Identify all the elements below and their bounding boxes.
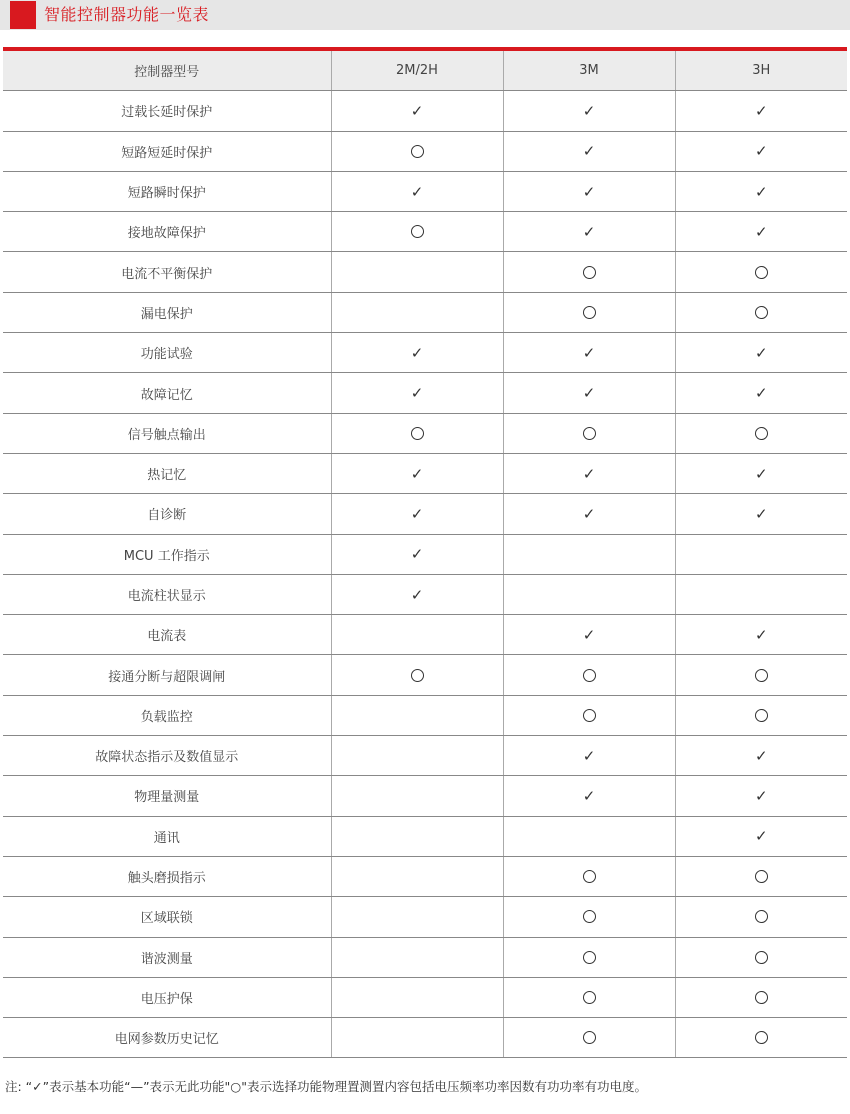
feature-cell: MCU 工作指示 — [3, 534, 331, 574]
circle-icon — [583, 951, 596, 964]
check-icon: ✓ — [582, 101, 596, 120]
support-cell — [503, 695, 675, 735]
support-cell — [503, 453, 675, 493]
support-cell — [331, 897, 503, 937]
feature-table — [3, 51, 847, 1058]
header-marker — [10, 1, 36, 29]
check-icon: ✓ — [582, 746, 596, 765]
check-icon: ✓ — [582, 343, 596, 362]
table-row — [3, 292, 847, 332]
circle-icon — [755, 1031, 768, 1044]
feature-cell: 故障记忆 — [3, 373, 331, 413]
feature-cell: 电网参数历史记忆 — [3, 1018, 331, 1058]
check-icon: ✓ — [582, 625, 596, 644]
support-cell — [331, 413, 503, 453]
feature-cell: 谐波测量 — [3, 937, 331, 977]
check-icon: ✓ — [754, 182, 768, 201]
table-row — [3, 776, 847, 816]
check-icon: ✓ — [582, 504, 596, 523]
support-cell — [331, 937, 503, 977]
table-row — [3, 252, 847, 292]
page-title: 智能控制器功能一览表 — [44, 5, 210, 24]
circle-icon — [411, 669, 424, 682]
table-row — [3, 655, 847, 695]
feature-cell: 电流表 — [3, 615, 331, 655]
feature-cell: 电压护保 — [3, 977, 331, 1017]
support-cell — [503, 1018, 675, 1058]
check-icon: ✓ — [582, 222, 596, 241]
table-row — [3, 695, 847, 735]
table-row — [3, 494, 847, 534]
circle-icon — [755, 910, 768, 923]
table-row — [3, 373, 847, 413]
check-icon: ✓ — [754, 504, 768, 523]
check-icon: ✓ — [410, 504, 424, 523]
table-row — [3, 212, 847, 252]
support-cell — [675, 1018, 847, 1058]
support-cell — [331, 776, 503, 816]
circle-icon — [583, 427, 596, 440]
column-header: 控制器型号 — [3, 51, 331, 91]
feature-cell: 物理量测量 — [3, 776, 331, 816]
support-cell — [675, 91, 847, 131]
column-header: 3H — [675, 51, 847, 91]
column-header: 3M — [503, 51, 675, 91]
support-cell — [675, 131, 847, 171]
table-row — [3, 736, 847, 776]
support-cell — [503, 937, 675, 977]
circle-icon — [583, 991, 596, 1004]
support-cell — [675, 212, 847, 252]
support-cell — [675, 937, 847, 977]
check-icon: ✓ — [582, 182, 596, 201]
feature-cell: 区域联锁 — [3, 897, 331, 937]
support-cell — [331, 292, 503, 332]
support-cell — [331, 212, 503, 252]
support-cell — [331, 373, 503, 413]
check-icon: ✓ — [410, 545, 424, 564]
feature-cell: 功能试验 — [3, 333, 331, 373]
support-cell — [503, 252, 675, 292]
support-cell — [503, 736, 675, 776]
support-cell — [331, 91, 503, 131]
table-row — [3, 333, 847, 373]
table-row — [3, 534, 847, 574]
support-cell — [503, 373, 675, 413]
support-cell — [503, 212, 675, 252]
table-row — [3, 91, 847, 131]
feature-cell: 信号触点输出 — [3, 413, 331, 453]
support-cell — [331, 333, 503, 373]
support-cell — [675, 695, 847, 735]
circle-icon — [583, 1031, 596, 1044]
support-cell — [675, 534, 847, 574]
check-icon: ✓ — [754, 101, 768, 120]
support-cell — [331, 655, 503, 695]
support-cell — [675, 333, 847, 373]
table-row — [3, 131, 847, 171]
table-header-row — [3, 51, 847, 91]
table-row — [3, 171, 847, 211]
table-row — [3, 937, 847, 977]
support-cell — [331, 131, 503, 171]
check-icon: ✓ — [754, 786, 768, 805]
support-cell — [503, 655, 675, 695]
table-body — [3, 91, 847, 1058]
table-row — [3, 574, 847, 614]
check-icon: ✓ — [754, 222, 768, 241]
support-cell — [331, 453, 503, 493]
check-icon: ✓ — [754, 384, 768, 403]
check-icon: ✓ — [582, 786, 596, 805]
circle-icon — [755, 427, 768, 440]
circle-icon — [755, 669, 768, 682]
feature-cell: 电流柱状显示 — [3, 574, 331, 614]
support-cell — [675, 736, 847, 776]
circle-icon — [411, 427, 424, 440]
circle-icon — [583, 306, 596, 319]
table-row — [3, 453, 847, 493]
support-cell — [675, 252, 847, 292]
table-row — [3, 897, 847, 937]
section-header — [0, 0, 850, 30]
feature-cell: 通讯 — [3, 816, 331, 856]
support-cell — [331, 534, 503, 574]
footnote: 注: “✓”表示基本功能“—”表示无此功能"○"表示选择功能物理置测置内容包括电压频率功率因数有功功率有功电度。 — [5, 1079, 647, 1094]
support-cell — [503, 292, 675, 332]
column-header: 2M/2H — [331, 51, 503, 91]
support-cell — [331, 615, 503, 655]
check-icon: ✓ — [582, 464, 596, 483]
circle-icon — [583, 910, 596, 923]
circle-icon — [583, 266, 596, 279]
feature-cell: 自诊断 — [3, 494, 331, 534]
check-icon: ✓ — [410, 384, 424, 403]
support-cell — [675, 856, 847, 896]
support-cell — [675, 615, 847, 655]
feature-cell: 触头磨损指示 — [3, 856, 331, 896]
check-icon: ✓ — [754, 827, 768, 846]
feature-cell: 接地故障保护 — [3, 212, 331, 252]
table-row — [3, 856, 847, 896]
support-cell — [503, 574, 675, 614]
circle-icon — [755, 870, 768, 883]
support-cell — [675, 574, 847, 614]
check-icon: ✓ — [582, 142, 596, 161]
table-row — [3, 413, 847, 453]
support-cell — [503, 816, 675, 856]
check-icon: ✓ — [754, 343, 768, 362]
feature-cell: 短路瞬时保护 — [3, 171, 331, 211]
circle-icon — [583, 709, 596, 722]
support-cell — [503, 494, 675, 534]
support-cell — [503, 776, 675, 816]
support-cell — [331, 252, 503, 292]
table-row — [3, 816, 847, 856]
support-cell — [331, 494, 503, 534]
circle-icon — [755, 951, 768, 964]
feature-cell: 短路短延时保护 — [3, 131, 331, 171]
feature-cell: 热记忆 — [3, 453, 331, 493]
support-cell — [675, 494, 847, 534]
support-cell — [331, 736, 503, 776]
table-row — [3, 1018, 847, 1058]
feature-cell: 漏电保护 — [3, 292, 331, 332]
support-cell — [503, 897, 675, 937]
support-cell — [675, 655, 847, 695]
feature-cell: 过载长延时保护 — [3, 91, 331, 131]
circle-icon — [755, 991, 768, 1004]
check-icon: ✓ — [410, 101, 424, 120]
support-cell — [675, 776, 847, 816]
support-cell — [675, 816, 847, 856]
support-cell — [503, 977, 675, 1017]
circle-icon — [755, 306, 768, 319]
check-icon: ✓ — [410, 182, 424, 201]
support-cell — [675, 897, 847, 937]
support-cell — [331, 856, 503, 896]
support-cell — [503, 171, 675, 211]
support-cell — [331, 171, 503, 211]
support-cell — [331, 1018, 503, 1058]
support-cell — [503, 91, 675, 131]
check-icon: ✓ — [754, 746, 768, 765]
circle-icon — [411, 225, 424, 238]
support-cell — [503, 856, 675, 896]
support-cell — [331, 574, 503, 614]
support-cell — [675, 977, 847, 1017]
check-icon: ✓ — [410, 585, 424, 604]
check-icon: ✓ — [582, 384, 596, 403]
table-row — [3, 977, 847, 1017]
circle-icon — [755, 266, 768, 279]
circle-icon — [583, 669, 596, 682]
feature-cell: 电流不平衡保护 — [3, 252, 331, 292]
circle-icon — [411, 145, 424, 158]
circle-icon — [755, 709, 768, 722]
feature-cell: 负载监控 — [3, 695, 331, 735]
support-cell — [331, 977, 503, 1017]
check-icon: ✓ — [410, 343, 424, 362]
support-cell — [675, 171, 847, 211]
support-cell — [331, 816, 503, 856]
support-cell — [503, 615, 675, 655]
support-cell — [503, 413, 675, 453]
feature-cell: 接通分断与超限调闸 — [3, 655, 331, 695]
support-cell — [331, 695, 503, 735]
check-icon: ✓ — [410, 464, 424, 483]
support-cell — [675, 413, 847, 453]
check-icon: ✓ — [754, 142, 768, 161]
support-cell — [503, 534, 675, 574]
table-row — [3, 615, 847, 655]
support-cell — [675, 453, 847, 493]
support-cell — [503, 333, 675, 373]
circle-icon — [583, 870, 596, 883]
support-cell — [675, 292, 847, 332]
check-icon: ✓ — [754, 464, 768, 483]
support-cell — [503, 131, 675, 171]
support-cell — [675, 373, 847, 413]
feature-cell: 故障状态指示及数值显示 — [3, 736, 331, 776]
check-icon: ✓ — [754, 625, 768, 644]
